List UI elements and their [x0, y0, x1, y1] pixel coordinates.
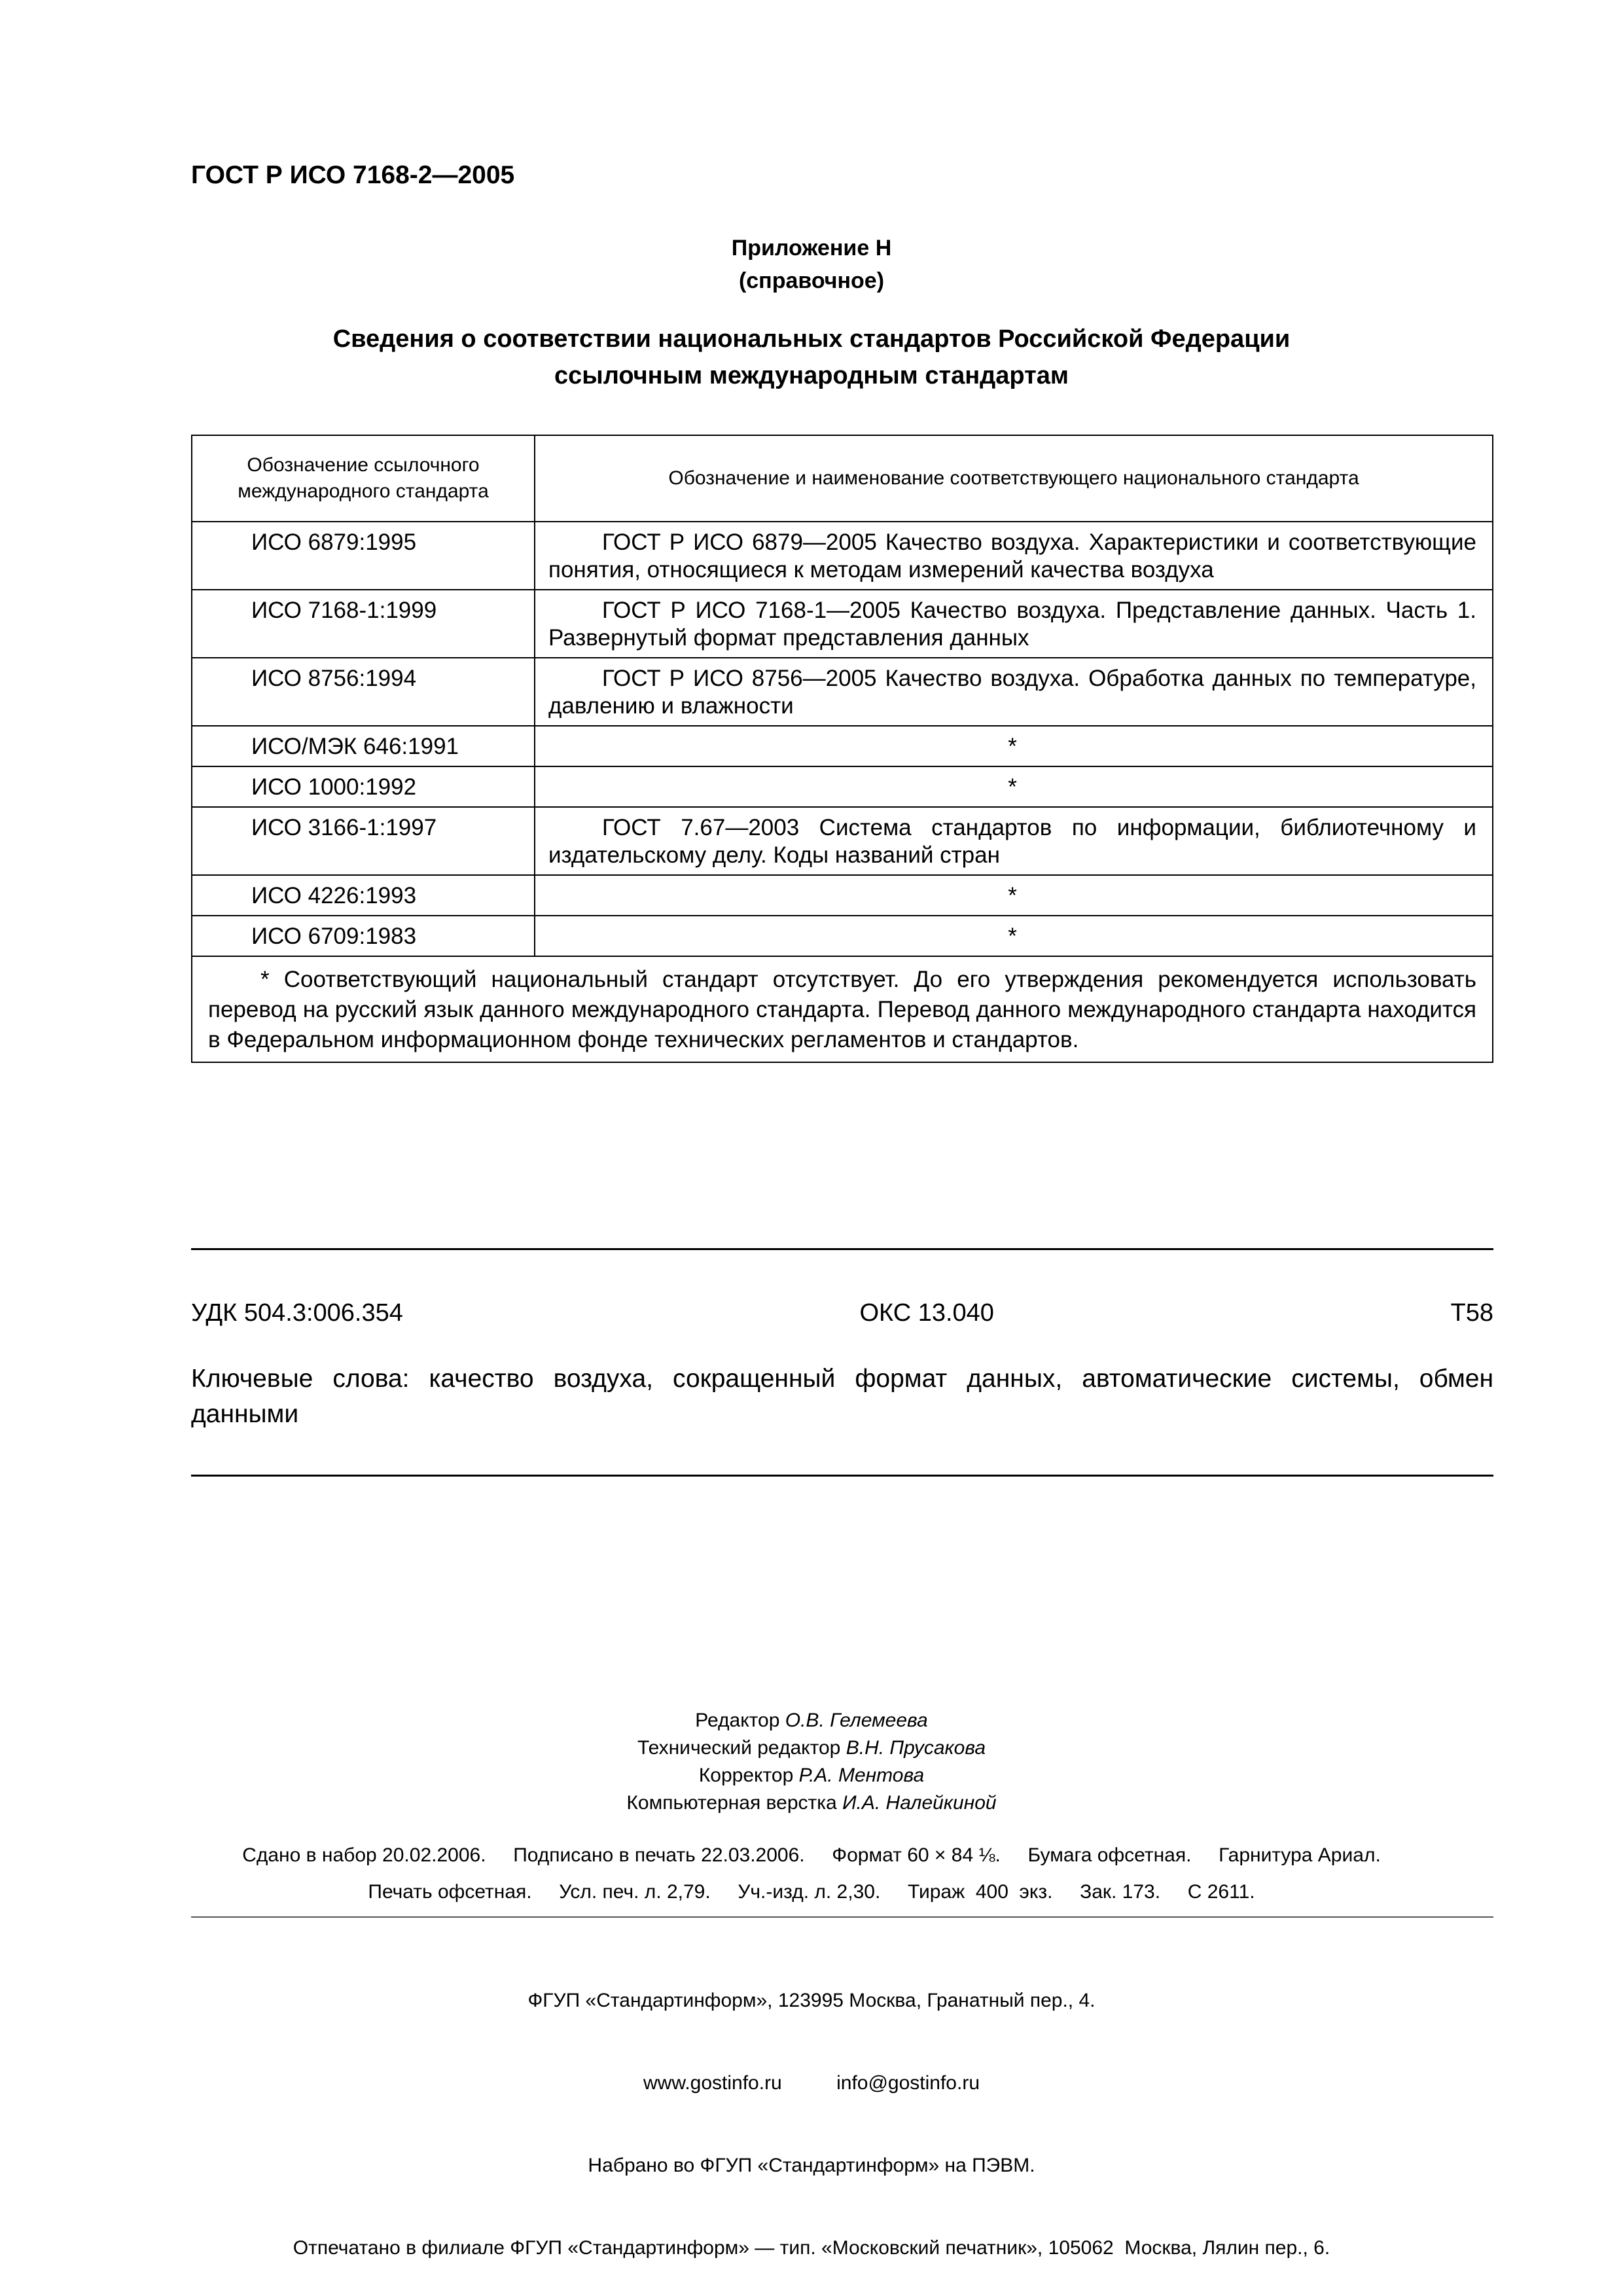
national-standard-cell: *	[535, 726, 1493, 766]
print-info-line2: Печать офсетная. Усл. печ. л. 2,79. Уч.-изд. л. 2,30. Тираж 400 экз. Зак. 173. С 2611.	[368, 1881, 1255, 1903]
national-standard-cell: *	[535, 766, 1493, 807]
corrector-line: Корректор Р.А. Ментова	[698, 1765, 925, 1786]
layout-name: И.А. Налейкиной	[842, 1792, 997, 1814]
national-standard-cell: ГОСТ Р ИСО 7168-1—2005 Качество воздуха. Представление данных. Часть 1. Развернутый формат представления данных	[535, 590, 1493, 658]
intl-standard-cell: ИСО 8756:1994	[192, 658, 535, 726]
editor-name: О.В. Гелемеева	[785, 1710, 928, 1731]
udk-code: УДК 504.3:006.354	[191, 1299, 403, 1327]
publisher-line4: Отпечатано в филиале ФГУП «Стандартинформ» — тип. «Московский печатник», 105062 Москва, Лялин пер., 6.	[293, 2237, 1330, 2259]
national-standard-cell: ГОСТ Р ИСО 6879—2005 Качество воздуха. Характеристики и соответствующие понятия, относящиеся к методам измерений качества воздуха	[535, 522, 1493, 590]
table-row	[192, 766, 1493, 807]
group-code: Т58	[1450, 1299, 1493, 1327]
annex-heading-line2: ссылочным международным стандартам	[554, 362, 1069, 389]
annex-title: Приложение Н	[731, 236, 892, 260]
national-standard-cell: ГОСТ 7.67—2003 Система стандартов по информации, библиотечному и издательскому делу. Коды названий стран	[535, 807, 1493, 875]
table-row	[192, 726, 1493, 766]
intl-standard-cell: ИСО/МЭК 646:1991	[192, 726, 535, 766]
keywords: Ключевые слова: качество воздуха, сокращенный формат данных, автоматические системы, обмен данными	[191, 1365, 1493, 1428]
divider	[191, 1475, 1493, 1477]
print-info-line1: Сдано в набор 20.02.2006. Подписано в печать 22.03.2006. Формат 60 × 84 ⅛. Бумага офсетная. Гарнитура Ариал.	[242, 1844, 1381, 1866]
divider	[191, 1248, 1493, 1250]
layout-line: Компьютерная верстка И.А. Налейкиной	[626, 1792, 997, 1814]
national-standard-cell: *	[535, 875, 1493, 916]
table-header-row	[192, 435, 1493, 522]
table-footnote-row	[192, 956, 1493, 1062]
intl-standard-cell: ИСО 3166-1:1997	[192, 807, 535, 875]
tech-editor-line: Технический редактор В.Н. Прусакова	[637, 1737, 986, 1759]
table-row	[192, 875, 1493, 916]
publisher-line1: ФГУП «Стандартинформ», 123995 Москва, Гранатный пер., 4.	[527, 1990, 1096, 2011]
editor-line: Редактор О.В. Гелемеева	[695, 1710, 928, 1731]
annex-heading	[0, 321, 1623, 394]
intl-standard-cell: ИСО 6709:1983	[192, 916, 535, 956]
table-footnote: * Соответствующий национальный стандарт отсутствует. До его утверждения рекомендуется использовать перевод на русский язык данного международного стандарта. Перевод данного международного стандарта находится в Федеральном информационном фонде технических регламентов и стандартов.	[192, 956, 1493, 1062]
national-standard-cell: ГОСТ Р ИСО 8756—2005 Качество воздуха. Обработка данных по температуре, давлению и влажности	[535, 658, 1493, 726]
annex-title-block	[0, 232, 1623, 297]
table-row	[192, 658, 1493, 726]
table-row	[192, 522, 1493, 590]
col-header-national: Обозначение и наименование соответствующего национального стандарта	[535, 435, 1493, 522]
intl-standard-cell: ИСО 1000:1992	[192, 766, 535, 807]
table-row	[192, 590, 1493, 658]
staff-credits	[0, 1707, 1623, 1817]
divider	[191, 1916, 1493, 1918]
oks-code: ОКС 13.040	[859, 1299, 994, 1327]
table-row	[192, 807, 1493, 875]
col-header-intl: Обозначение ссылочного международного стандарта	[192, 435, 535, 522]
intl-standard-cell: ИСО 6879:1995	[192, 522, 535, 590]
national-standard-cell: *	[535, 916, 1493, 956]
reference-table	[191, 435, 1493, 1063]
intl-standard-cell: ИСО 7168-1:1999	[192, 590, 535, 658]
annex-subtitle: (справочное)	[738, 268, 885, 293]
publisher-line3: Набрано во ФГУП «Стандартинформ» на ПЭВМ.	[588, 2155, 1035, 2176]
document-code: ГОСТ Р ИСО 7168-2—2005	[191, 161, 515, 189]
publisher-info	[0, 1932, 1623, 2289]
annex-heading-line1: Сведения о соответствии национальных стандартов Российской Федерации	[332, 325, 1291, 353]
publisher-line2: www.gostinfo.ru info@gostinfo.ru	[643, 2072, 980, 2094]
intl-standard-cell: ИСО 4226:1993	[192, 875, 535, 916]
classification-row	[191, 1299, 1493, 1327]
corrector-name: Р.А. Ментова	[798, 1765, 925, 1786]
table-row	[192, 916, 1493, 956]
tech-editor-name: В.Н. Прусакова	[846, 1737, 986, 1759]
